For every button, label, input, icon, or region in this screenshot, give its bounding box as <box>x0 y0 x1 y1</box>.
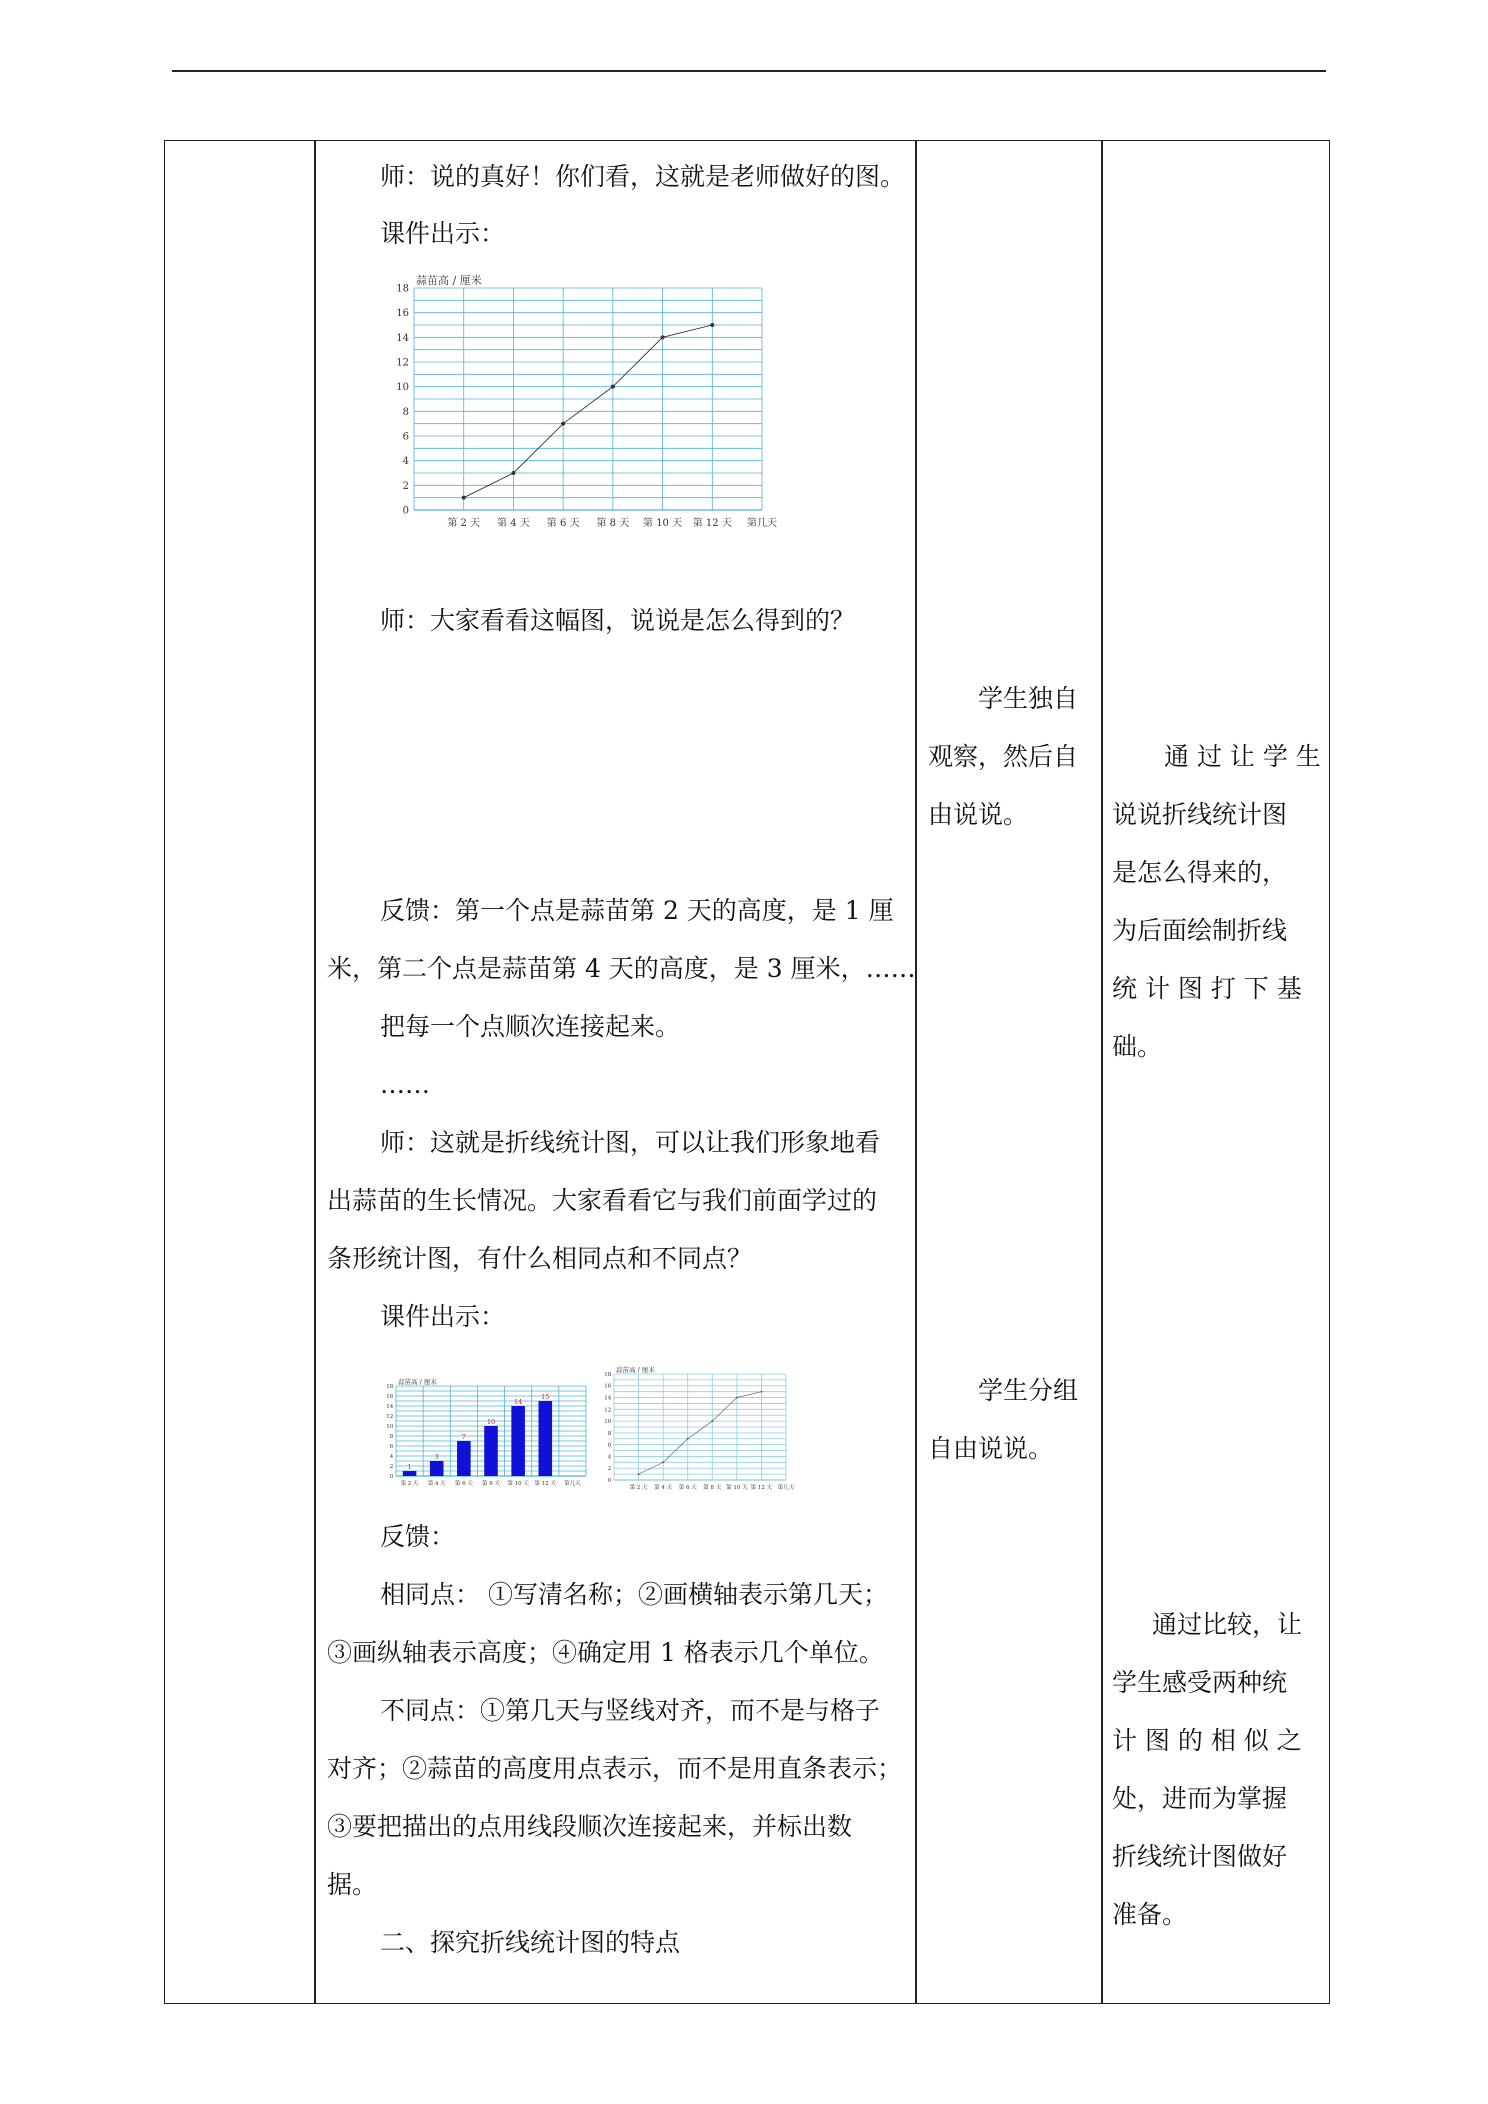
y-tick-label: 14 <box>604 1395 612 1402</box>
y-tick-label: 0 <box>389 1473 394 1480</box>
design-intent: 是怎么得来的， <box>1112 858 1288 887</box>
design-intent: 准备。 <box>1112 1900 1188 1929</box>
design-intent: 说说折线统计图 <box>1112 800 1288 829</box>
header-rule <box>172 70 1326 72</box>
design-intent: 础。 <box>1112 1032 1163 1061</box>
y-tick-label: 12 <box>386 1413 394 1420</box>
y-axis-label: 蒜苗高 / 厘米 <box>416 274 482 287</box>
data-point <box>638 1473 640 1475</box>
data-label: 15 <box>541 1393 550 1401</box>
y-tick-label: 18 <box>386 1383 394 1390</box>
data-point <box>710 323 714 327</box>
y-tick-label: 6 <box>402 431 409 443</box>
garlic-bar-chart <box>380 1368 590 1494</box>
design-intent: 折线统计图做好 <box>1112 1842 1288 1871</box>
design-intent: 学生感受两种统 <box>1112 1668 1288 1697</box>
courseware-label: 课件出示： <box>380 219 506 248</box>
garlic-line-chart-small <box>600 1360 820 1496</box>
y-tick-label: 18 <box>396 283 409 295</box>
student-activity: 学生独自 <box>978 684 1079 713</box>
y-tick-label: 8 <box>402 406 409 418</box>
y-tick-label: 8 <box>607 1430 612 1437</box>
y-tick-label: 8 <box>389 1433 394 1440</box>
feedback-label: 反馈： <box>380 1522 456 1551</box>
x-axis-label: 第几天 <box>777 1484 795 1491</box>
design-intent: 通过比较，让 <box>1152 1610 1303 1639</box>
bar <box>484 1426 498 1476</box>
y-axis-label: 蒜苗高 / 厘米 <box>398 1377 437 1386</box>
x-tick-label: 第 2 天 <box>447 518 481 529</box>
feedback-line: 把每一个点顺次连接起来。 <box>380 1012 681 1041</box>
y-tick-label: 0 <box>607 1477 612 1484</box>
section-heading: 二、探究折线统计图的特点 <box>380 1928 681 1957</box>
courseware-label: 课件出示： <box>380 1302 506 1331</box>
bar <box>457 1441 471 1476</box>
teacher-explanation: 出蒜苗的生长情况。大家看看它与我们前面学过的 <box>327 1186 878 1215</box>
y-tick-label: 4 <box>389 1453 394 1460</box>
y-tick-label: 4 <box>607 1454 612 1461</box>
y-tick-label: 14 <box>396 332 409 344</box>
x-tick-label: 第 12 天 <box>750 1484 773 1491</box>
data-point <box>662 1461 664 1463</box>
bar <box>511 1406 525 1476</box>
student-activity: 由说说。 <box>928 800 1029 829</box>
design-intent: 统 计 图 打 下 基 <box>1112 974 1302 1003</box>
design-intent: 为后面绘制折线 <box>1112 916 1288 945</box>
similarity-line: 相同点： ①写清名称；②画横轴表示第几天； <box>380 1580 888 1609</box>
x-tick-label: 第 8 天 <box>703 1484 722 1491</box>
y-tick-label: 6 <box>607 1442 612 1449</box>
bar <box>539 1401 553 1476</box>
y-tick-label: 4 <box>402 456 409 468</box>
student-activity: 学生分组 <box>978 1376 1079 1405</box>
data-label: 3 <box>434 1453 439 1461</box>
student-activity: 观察，然后自 <box>928 742 1079 771</box>
feedback-line: 反馈：第一个点是蒜苗第 2 天的高度，是 1 厘 <box>380 896 894 925</box>
y-tick-label: 6 <box>389 1443 394 1450</box>
x-axis-label: 第几天 <box>564 1480 581 1487</box>
column-divider <box>1101 141 1103 2003</box>
y-tick-label: 10 <box>604 1419 612 1426</box>
design-intent: 计 图 的 相 似 之 <box>1112 1726 1302 1755</box>
column-divider <box>915 141 917 2003</box>
ellipsis-text: …… <box>380 1070 430 1099</box>
teacher-explanation: 师：这就是折线统计图，可以让我们形象地看 <box>380 1128 881 1157</box>
x-axis-label: 第几天 <box>747 518 777 529</box>
data-point <box>511 471 515 475</box>
y-tick-label: 12 <box>604 1407 612 1414</box>
difference-line: ③要把描出的点用线段顺次连接起来，并标出数 <box>327 1812 853 1841</box>
y-tick-label: 10 <box>386 1423 394 1430</box>
data-point <box>661 335 665 339</box>
y-tick-label: 16 <box>386 1393 394 1400</box>
x-tick-label: 第 10 天 <box>726 1484 748 1491</box>
bar <box>430 1461 444 1476</box>
teacher-explanation: 条形统计图，有什么相同点和不同点？ <box>327 1244 753 1273</box>
difference-line: 据。 <box>327 1870 378 1899</box>
data-point <box>462 496 466 500</box>
student-activity: 自由说说。 <box>928 1434 1054 1463</box>
garlic-line-chart <box>370 268 810 538</box>
y-tick-label: 16 <box>396 308 409 320</box>
data-point <box>687 1438 689 1440</box>
x-tick-label: 第 12 天 <box>534 1480 557 1487</box>
teacher-question: 师：大家看看这幅图，说说是怎么得到的？ <box>380 606 856 635</box>
y-tick-label: 2 <box>607 1466 612 1473</box>
design-intent: 通 过 让 学 生 <box>1164 742 1321 771</box>
y-tick-label: 2 <box>389 1463 394 1470</box>
bar <box>403 1471 417 1476</box>
y-tick-label: 12 <box>396 357 409 369</box>
x-tick-label: 第 10 天 <box>507 1480 529 1487</box>
x-tick-label: 第 4 天 <box>427 1480 446 1487</box>
data-point <box>761 1391 763 1393</box>
y-tick-label: 16 <box>604 1383 612 1390</box>
similarity-line: ③画纵轴表示高度；④确定用 1 格表示几个单位。 <box>327 1638 884 1667</box>
x-tick-label: 第 6 天 <box>454 1480 473 1487</box>
design-intent: 处，进而为掌握 <box>1112 1784 1288 1813</box>
feedback-line: 米，第二个点是蒜苗第 4 天的高度，是 3 厘米，…… <box>327 954 916 983</box>
x-tick-label: 第 8 天 <box>596 518 630 529</box>
data-label: 10 <box>486 1418 496 1426</box>
data-label: 1 <box>407 1463 412 1471</box>
y-tick-label: 2 <box>402 480 409 492</box>
column-divider <box>314 141 316 2003</box>
teacher-line: 师：说的真好！你们看，这就是老师做好的图。 <box>380 162 906 191</box>
x-tick-label: 第 10 天 <box>643 518 683 529</box>
data-point <box>561 422 565 426</box>
difference-line: 不同点：①第几天与竖线对齐，而不是与格子 <box>380 1696 881 1725</box>
data-point <box>611 385 615 389</box>
difference-line: 对齐；②蒜苗的高度用点表示，而不是用直条表示； <box>327 1754 903 1783</box>
x-tick-label: 第 2 天 <box>629 1484 648 1491</box>
data-point <box>736 1397 738 1399</box>
x-tick-label: 第 2 天 <box>400 1480 419 1487</box>
data-point <box>711 1420 713 1422</box>
x-tick-label: 第 6 天 <box>546 518 580 529</box>
y-tick-label: 14 <box>386 1403 394 1410</box>
x-tick-label: 第 4 天 <box>654 1484 673 1491</box>
x-tick-label: 第 4 天 <box>497 518 530 529</box>
y-tick-label: 10 <box>396 382 409 394</box>
data-label: 7 <box>461 1433 466 1441</box>
y-tick-label: 0 <box>402 505 409 517</box>
y-axis-label: 蒜苗高 / 厘米 <box>616 1365 655 1374</box>
y-tick-label: 18 <box>604 1371 612 1378</box>
x-tick-label: 第 12 天 <box>692 518 732 529</box>
x-tick-label: 第 6 天 <box>678 1484 697 1491</box>
x-tick-label: 第 8 天 <box>482 1480 500 1487</box>
data-label: 14 <box>514 1398 523 1406</box>
